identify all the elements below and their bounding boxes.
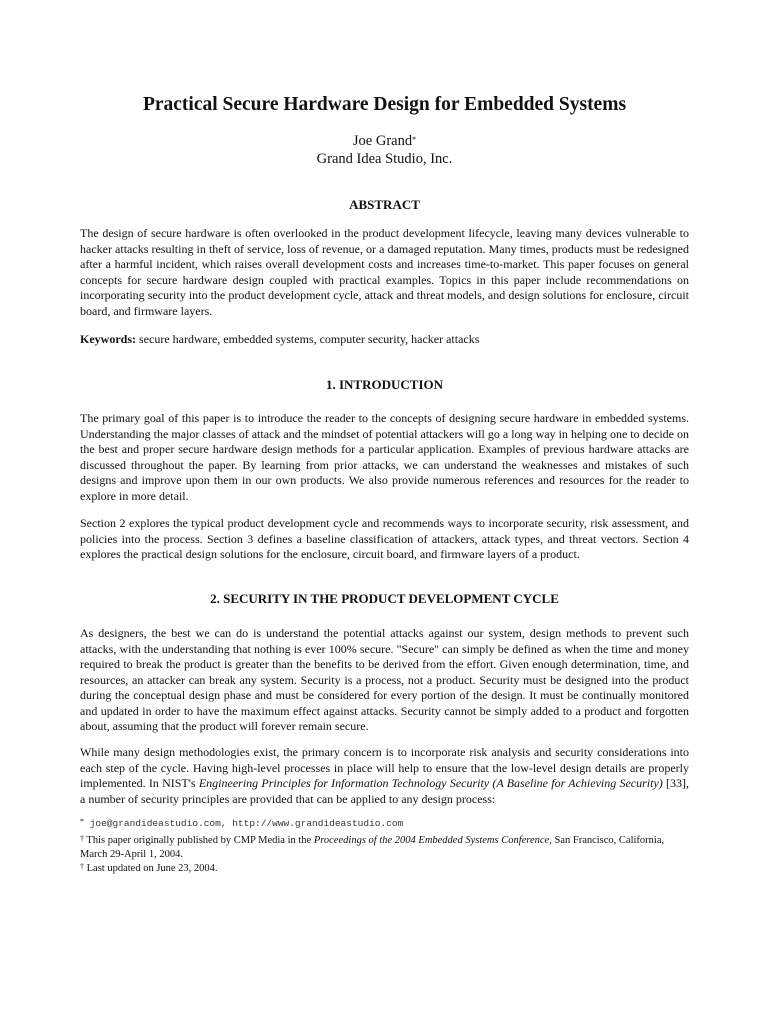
- footnote-updated-text: Last updated on June 23, 2004.: [84, 863, 218, 874]
- footnote-publication: [80, 834, 689, 862]
- proceedings-title: Proceedings of the 2004 Embedded Systems Conference: [313, 835, 550, 846]
- author-name: [80, 132, 689, 151]
- author-name-text: Joe Grand: [352, 133, 413, 149]
- section-heading-introduction: 1. INTRODUCTION: [325, 377, 443, 392]
- section-heading-security: 2. SECURITY IN THE PRODUCT DEVELOPMENT CYCLE: [210, 591, 559, 606]
- intro-paragraph-1: The primary goal of this paper is to introduce the reader to the concepts of designing secure hardware in embedded systems. Understanding the major classes of attack and the mindset of potential attackers will go a long way in helping one to decide on the best and proper secure hardware design methods for a particular application. Examples of previous hardware attacks are discussed throughout the paper. By learning from prior attacks, we can understand the weaknesses and mistakes of such designs and improve upon them in our own products. We also provide numerous references and resources for the reader to explore in more detail.: [80, 411, 689, 503]
- nist-document-title: Engineering Principles for Information Technology Security (A Baseline for Achieving Security): [198, 776, 663, 790]
- keywords-list: secure hardware, embedded systems, computer security, hacker attacks: [136, 332, 480, 346]
- footnote-contact-mark: *: [80, 817, 84, 826]
- author-footnote-mark: *: [412, 135, 417, 144]
- footnote-publication-mark: †: [80, 834, 84, 843]
- footnote-updated: [80, 862, 689, 876]
- security-paragraph-2-text: While many design methodologies exist, the primary concern is to incorporate risk analysis and security considerations into each step of the cycle. Having high-level processes in place will help to ensure that the low-level design details are properly implemented. In NIST's: [80, 745, 689, 790]
- security-paragraph-2: [80, 745, 689, 807]
- abstract-text: The design of secure hardware is often overlooked in the product development lifecycle, leaving many devices vulnerable to hacker attacks resulting in theft of service, loss of revenue, or a damaged reputation. Many times, products must be redesigned after a harmful incident, which raises overall development costs and increases time-to-market. This paper focuses on general concepts for secure hardware design coupled with practical examples. Topics in this paper include recommendations on incorporating security into the product development cycle, attack and threat models, and design solutions for enclosure, circuit board, and firmware layers.: [80, 226, 689, 318]
- intro-paragraph-2: Section 2 explores the typical product development cycle and recommends ways to incorporate security, risk assessment, and policies into the process. Section 3 defines a baseline classification of attackers, attack types, and threat vectors. Section 4 explores the practical design solutions for the enclosure, circuit board, and firmware layers of a product.: [80, 516, 689, 561]
- security-paragraph-2-tail: [33], a number of security principles are provided that can be applied to any design process:: [80, 776, 689, 806]
- footnote-updated-mark: †: [80, 862, 84, 871]
- footnote-publication-tail: , San Francisco, California, March 29-April 1, 2004.: [80, 835, 665, 860]
- security-paragraph-1: As designers, the best we can do is understand the potential attacks against our system, design methods to prevent such attacks, with the understanding that nothing is ever 100% secure. "Secure" can simply be defined as when the time and money required to break the product is greater than the benefits to be derived from the effort. Given enough determination, time, and resources, an attacker can break any system. Security is a process, not a product. Security must be designed into the product during the conceptual design phase and must be considered for every portion of the design. It must be continually monitored and updated in order to have the maximum effect against attacks. Security cannot be simply added to a product and forgotten about, assuming that the product will forever remain secure.: [80, 626, 689, 733]
- abstract-heading: ABSTRACT: [349, 197, 420, 212]
- footnotes: [80, 817, 689, 876]
- footnote-contact-text: joe@grandideastudio.com, http://www.grandideastudio.com: [84, 818, 404, 829]
- keywords-line: [80, 332, 689, 348]
- footnote-contact: [80, 817, 689, 831]
- keywords-label: Keywords:: [80, 332, 136, 346]
- author-affiliation: Grand Idea Studio, Inc.: [316, 151, 453, 167]
- footnote-publication-text: This paper originally published by CMP Media in the: [84, 835, 314, 846]
- paper-title: Practical Secure Hardware Design for Embedded Systems: [142, 94, 627, 115]
